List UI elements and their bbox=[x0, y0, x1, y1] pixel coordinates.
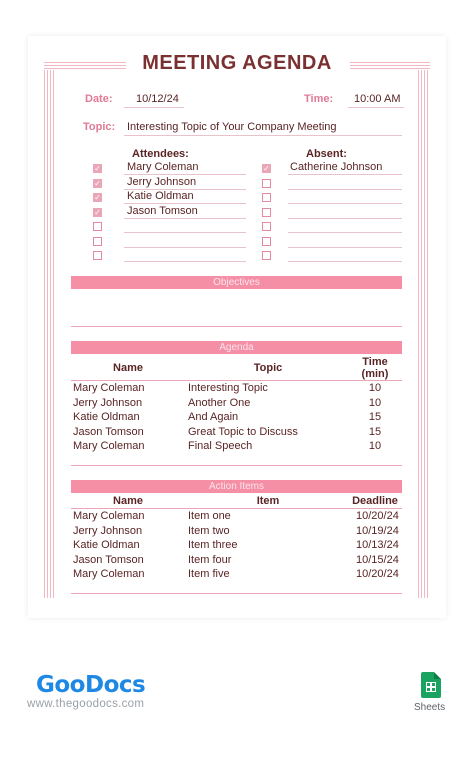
agenda-row-time: 10 bbox=[368, 382, 382, 394]
action-row-item: Item one bbox=[188, 510, 231, 522]
action-row-item: Item five bbox=[188, 568, 230, 580]
agenda-row-topic: And Again bbox=[188, 411, 239, 423]
agenda-row-topic: Final Speech bbox=[188, 440, 253, 452]
actions-header-divider bbox=[71, 508, 402, 509]
absent-checkbox[interactable] bbox=[262, 179, 271, 188]
action-row-name: Jason Tomson bbox=[73, 553, 144, 566]
action-row-deadline: 10/15/24 bbox=[356, 553, 399, 566]
attendee-checkbox[interactable] bbox=[93, 251, 102, 260]
agenda-row-time: 15 bbox=[368, 411, 382, 423]
attendee-checkbox[interactable]: ✓ bbox=[94, 164, 101, 173]
attendee-checkbox[interactable] bbox=[93, 222, 102, 231]
absent-name[interactable]: Catherine Johnson bbox=[288, 161, 402, 175]
absent-name[interactable] bbox=[288, 219, 402, 233]
action-row-name: Katie Oldman bbox=[73, 539, 140, 551]
attendee-name[interactable] bbox=[124, 219, 246, 233]
goodocs-logo[interactable]: GooDocs bbox=[36, 672, 146, 698]
attendee-name[interactable]: Jason Tomson bbox=[124, 205, 246, 219]
absent-name[interactable] bbox=[288, 234, 402, 248]
action-items-heading: Action Items bbox=[71, 480, 402, 493]
time-field[interactable]: 10:00 AM bbox=[348, 93, 404, 108]
agenda-row-time: 15 bbox=[368, 425, 382, 438]
agenda-col-time: Time (min) bbox=[361, 356, 389, 380]
agenda-header-divider bbox=[71, 380, 402, 381]
right-border-stripe bbox=[418, 62, 430, 598]
topic-field[interactable]: Interesting Topic of Your Company Meeting bbox=[124, 121, 402, 136]
agenda-row-name: Katie Oldman bbox=[73, 411, 140, 423]
action-row-deadline: 10/20/24 bbox=[356, 568, 399, 580]
agenda-row-topic: Another One bbox=[188, 396, 251, 409]
agenda-row-time: 10 bbox=[368, 396, 382, 409]
absent-name[interactable] bbox=[288, 176, 402, 190]
page-title: MEETING AGENDA bbox=[142, 52, 332, 74]
action-row-name: Jerry Johnson bbox=[73, 524, 143, 537]
time-label: Time: bbox=[304, 93, 334, 105]
objectives-divider bbox=[71, 326, 402, 327]
goodocs-url[interactable]: www.thegoodocs.com bbox=[27, 698, 145, 710]
topic-label: Topic: bbox=[83, 121, 116, 133]
action-row-item: Item four bbox=[188, 553, 232, 566]
agenda-row-topic: Great Topic to Discuss bbox=[188, 425, 298, 438]
attendee-name[interactable]: Jerry Johnson bbox=[124, 176, 246, 190]
agenda-divider bbox=[71, 465, 402, 466]
action-row-deadline: 10/20/24 bbox=[356, 510, 399, 522]
absent-heading: Absent: bbox=[306, 148, 347, 160]
objectives-heading: Objectives bbox=[71, 276, 402, 289]
action-row-name: Mary Coleman bbox=[73, 510, 145, 522]
actions-col-deadline: Deadline bbox=[352, 495, 398, 507]
attendee-name[interactable]: Mary Coleman bbox=[124, 161, 246, 175]
agenda-row-name: Mary Coleman bbox=[73, 382, 145, 394]
agenda-col-name: Name bbox=[113, 362, 143, 374]
attendee-checkbox[interactable]: ✓ bbox=[94, 207, 101, 217]
date-label: Date: bbox=[85, 93, 113, 105]
absent-name[interactable] bbox=[288, 248, 402, 262]
google-sheets-icon bbox=[421, 672, 441, 698]
absent-name[interactable] bbox=[288, 190, 402, 204]
agenda-row-time: 10 bbox=[368, 440, 382, 452]
absent-checkbox[interactable] bbox=[262, 251, 271, 260]
attendees-heading: Attendees: bbox=[132, 148, 189, 160]
absent-checkbox[interactable]: ✓ bbox=[263, 164, 270, 173]
agenda-row-name: Mary Coleman bbox=[73, 440, 145, 452]
actions-col-name: Name bbox=[113, 495, 143, 507]
attendee-name[interactable] bbox=[124, 234, 246, 248]
agenda-row-name: Jerry Johnson bbox=[73, 396, 143, 409]
agenda-col-topic: Topic bbox=[253, 362, 283, 374]
absent-checkbox[interactable] bbox=[262, 222, 271, 231]
action-row-deadline: 10/13/24 bbox=[356, 539, 399, 551]
attendee-name[interactable]: Katie Oldman bbox=[124, 190, 246, 204]
left-border-stripe bbox=[44, 62, 56, 598]
attendee-name[interactable] bbox=[124, 248, 246, 262]
agenda-row-topic: Interesting Topic bbox=[188, 382, 268, 394]
action-row-item: Item two bbox=[188, 524, 230, 537]
attendee-checkbox[interactable] bbox=[93, 237, 102, 246]
action-row-name: Mary Coleman bbox=[73, 568, 145, 580]
actions-divider bbox=[71, 593, 402, 594]
absent-checkbox[interactable] bbox=[262, 208, 271, 217]
attendee-checkbox[interactable]: ✓ bbox=[94, 193, 101, 202]
absent-checkbox[interactable] bbox=[262, 193, 271, 202]
action-row-deadline: 10/19/24 bbox=[356, 524, 399, 537]
absent-checkbox[interactable] bbox=[262, 237, 271, 246]
absent-name[interactable] bbox=[288, 205, 402, 219]
sheets-label: Sheets bbox=[414, 702, 446, 713]
actions-col-item: Item bbox=[256, 495, 280, 507]
agenda-row-name: Jason Tomson bbox=[73, 425, 144, 438]
attendee-checkbox[interactable]: ✓ bbox=[94, 178, 101, 188]
agenda-heading: Agenda bbox=[71, 341, 402, 354]
action-row-item: Item three bbox=[188, 539, 238, 551]
date-field[interactable]: 10/12/24 bbox=[124, 93, 184, 108]
